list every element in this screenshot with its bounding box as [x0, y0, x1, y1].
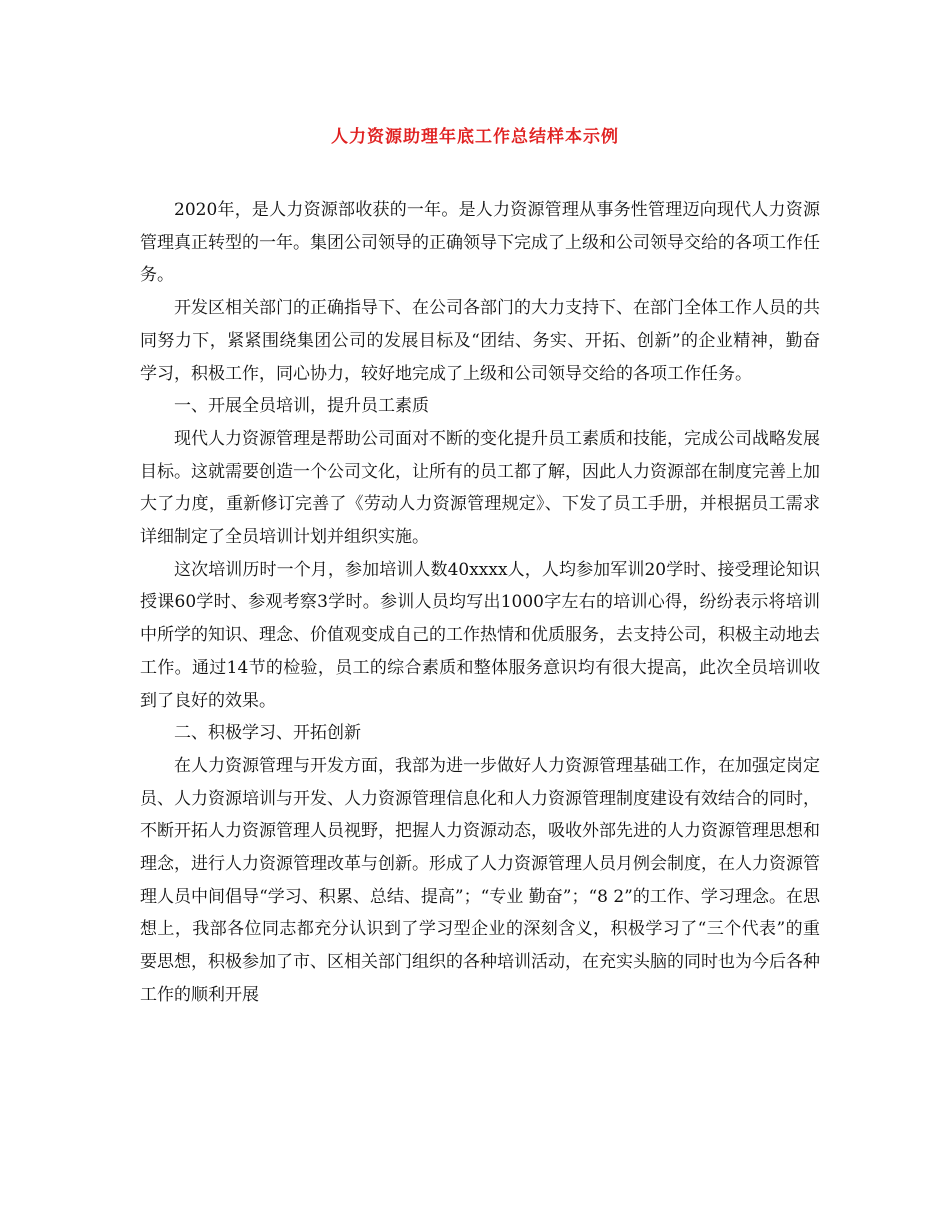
section-heading-training: 一、开展全员培训，提升员工素质 — [174, 396, 429, 417]
document-body — [140, 194, 820, 1012]
paragraph-training-results: 这次培训历时一个月，参加培训人数40xxxx人，人均参加军训20学时、接受理论知识授课60学时、参观考察3学时。参训人员均写出1000字左右的培训心得，纷纷表示将培训中所学的知识、理念、价值观变成自己的工作热情和优质服务，去支持公司，积极主动地去工作。通过14节的检验，员工的综合素质和整体服务意识均有很大提高，此次全员培训收到了良好的效果。 — [140, 559, 820, 711]
paragraph-intro: 2020年，是人力资源部收获的一年。是人力资源管理从事务性管理迈向现代人力资源管理真正转型的一年。集团公司领导的正确领导下完成了上级和公司领导交给的各项工作任务。 — [140, 200, 820, 286]
section-heading-learning: 二、积极学习、开拓创新 — [174, 723, 361, 744]
paragraph-overview: 开发区相关部门的正确指导下、在公司各部门的大力支持下、在部门全体工作人员的共同努力下，紧紧围绕集团公司的发展目标及“团结、务实、开拓、创新”的企业精神，勤奋学习，积极工作，同心协力，较好地完成了上级和公司领导交给的各项工作任务。 — [140, 298, 820, 384]
document-title: 人力资源助理年底工作总结样本示例 — [331, 127, 619, 147]
paragraph-training-plan: 现代人力资源管理是帮助公司面对不断的变化提升员工素质和技能，完成公司战略发展目标。这就需要创造一个公司文化，让所有的员工都了解，因此人力资源部在制度完善上加大了力度，重新修订完善了《劳动人力资源管理规定》、下发了员工手册，并根据员工需求详细制定了全员培训计划并组织实施。 — [140, 428, 820, 548]
paragraph-learning-innovation: 在人力资源管理与开发方面，我部为进一步做好人力资源管理基础工作，在加强定岗定员、人力资源培训与开发、人力资源管理信息化和人力资源管理制度建设有效结合的同时，不断开拓人力资源管理人员视野，把握人力资源动态，吸收外部先进的人力资源管理思想和理念，进行人力资源管理改革与创新。形成了人力资源管理人员月例会制度，在人力资源管理人员中间倡导“学习、积累、总结、提高”；“专业 勤奋”；“8 2”的工作、学习理念。在思想上，我部各位同志都充分认识到了学习型企业的深刻含义，积极学习了“三个代表”的重要思想，积极参加了市、区相关部门组织的各种培训活动，在充实头脑的同时也为今后各种工作的顺利开展 — [140, 755, 820, 1005]
